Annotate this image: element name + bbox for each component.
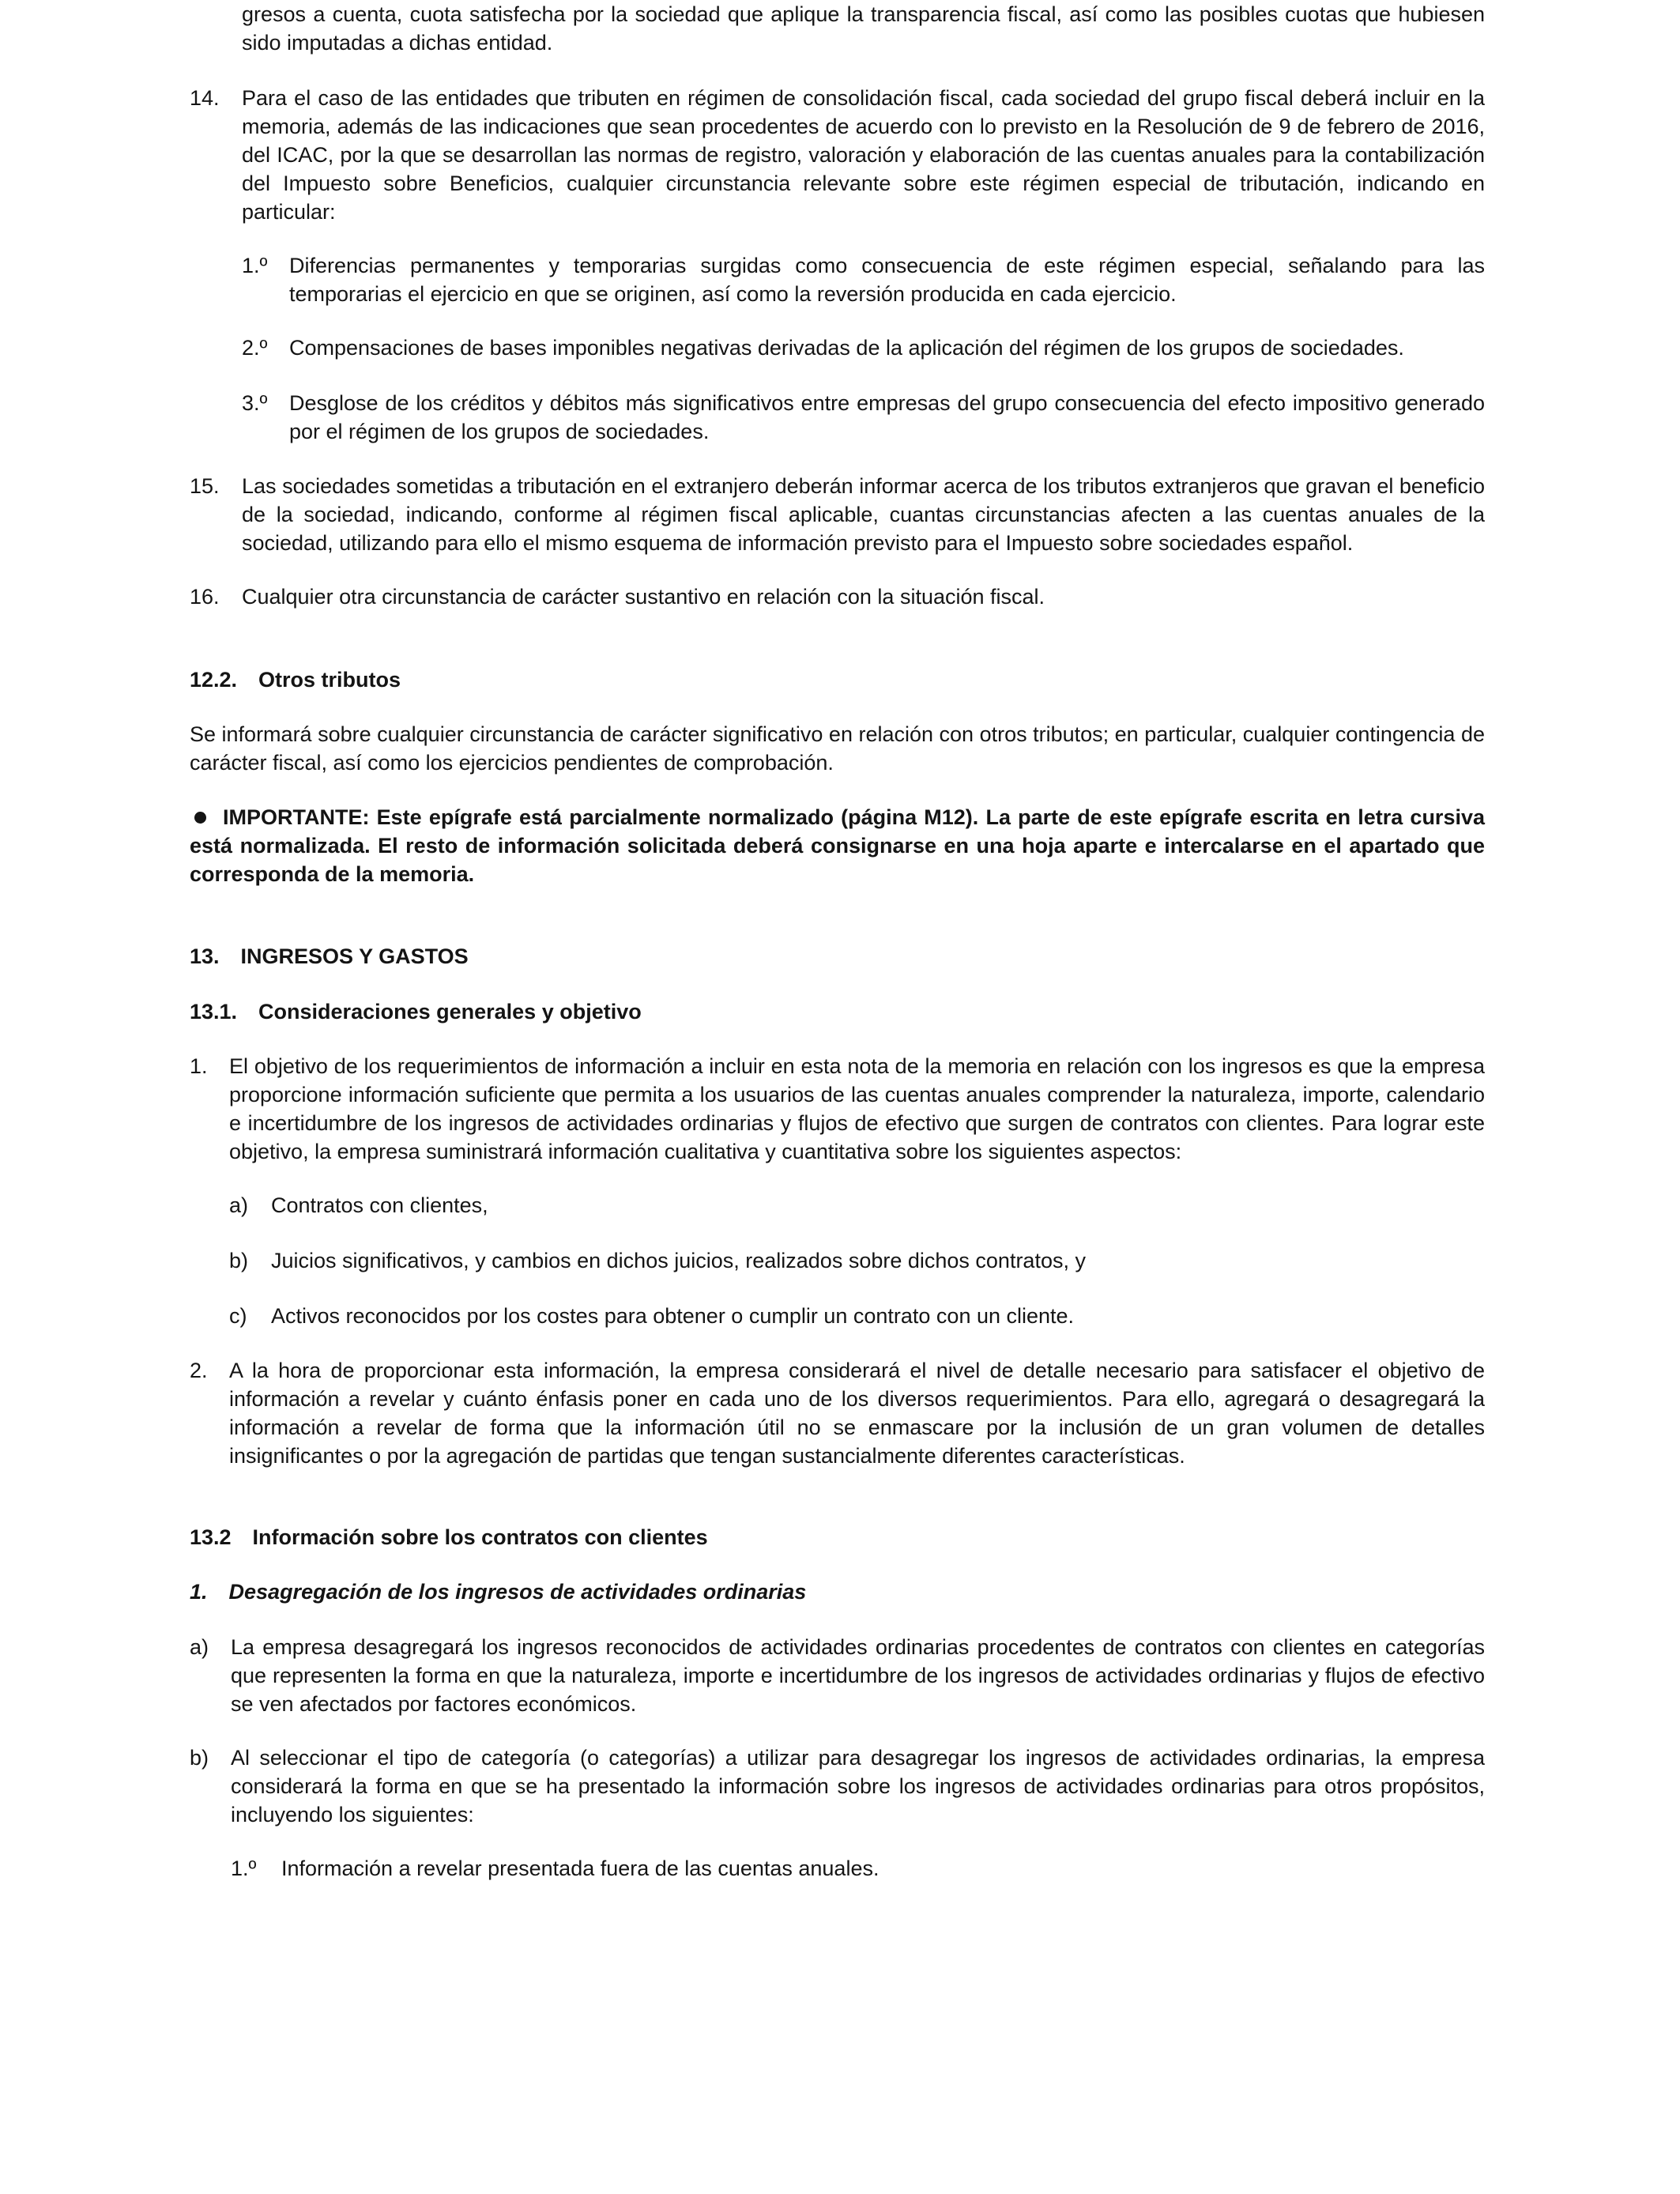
section-heading-12-2: 12.2. Otros tributos [190,668,401,692]
contract-subitem-1-number: 1.º [231,1857,257,1880]
continuation-paragraph: gresos a cuenta, cuota satisfecha por la sociedad que aplique la transparencia fiscal, así como las posibles cuotas que hubiesen sido imputadas a dichas entidad. [242,2,1485,55]
otros-tributos-paragraph: Se informará sobre cualquier circunstancia de carácter significativo en relación con otros tributos; en particular, cualquier contingencia de carácter fiscal, así como los ejercicios pendientes de comprobación. [190,722,1485,775]
contract-item-b-text: Al seleccionar el tipo de categoría (o categorías) a utilizar para desagregar los ingresos de actividades ordinarias, la empresa considerará la forma en que se ha presentado la información sobre los ingresos de actividades ordinarias para otros propósitos, incluyendo los siguientes: [231,1746,1485,1826]
item-16-number: 16. [190,585,220,609]
subitem-1-text: Diferencias permanentes y temporarias surgidas como consecuencia de este régimen especial, señalando para las temporarias el ejercicio en que se originen, así como la reversión producida en cada ejercicio. [289,254,1485,306]
item-14-text: Para el caso de las entidades que tributen en régimen de consolidación fiscal, cada sociedad del grupo fiscal deberá incluir en la memoria, además de las indicaciones que sean procedentes de acuerdo con lo previsto en la Resolución de 9 de febrero de 2016, del ICAC, por la que se desarrollan las normas de registro, valoración y elaboración de las cuentas anuales para la contabilización del Impuesto sobre Beneficios, cualquier circunstancia relevante sobre este régimen especial de tributación, indicando en particular: [242,86,1485,224]
general-item-a-label: a) [229,1193,249,1217]
general-item-1-text: El objetivo de los requerimientos de información a incluir en esta nota de la memoria en relación con los ingresos es que la empresa proporcione información suficiente que permita a los usuarios de las cuentas anuales comprender la naturaleza, importe, calendario e incertidumbre de los ingresos de actividades ordinarias y flujos de efectivo que surgen de contratos con clientes. Para lograr este objetivo, la empresa suministrará información cualitativa y cuantitativa sobre los siguientes aspectos: [229,1054,1485,1163]
importante-notice: IMPORTANTE: Este epígrafe está parcialmente normalizado (página M12). La parte de este epígrafe escrita en letra cursiva está normalizada. El resto de información solicitada deberá consignarse en una hoja aparte e intercalarse en el apartado que corresponda de la memoria. [190,805,1485,886]
contract-item-a-text: La empresa desagregará los ingresos reconocidos de actividades ordinarias procedentes de contratos con clientes en categorías que representen la forma en que la naturaleza, importe e incertidumbre de los ingresos de actividades ordinarias y flujos de efectivo se ven afectados por factores económicos. [231,1635,1485,1716]
general-item-1-number: 1. [190,1054,208,1078]
subitem-1-number: 1.º [242,254,268,277]
general-item-2-text: A la hora de proporcionar esta información, la empresa considerará el nivel de detalle necesario para satisfacer el objetivo de información a revelar y cuánto énfasis poner en cada uno de los diversos requerimientos. Para ello, agregará o desagregará la información a revelar de forma que la información útil no se enmascare por la inclusión de un gran volumen de detalles insignificantes o por la agregación de partidas que tengan sustancialmente diferentes características. [229,1359,1485,1468]
section-heading-13-1: 13.1. Consideraciones generales y objetivo [190,1000,642,1023]
general-item-a-text: Contratos con clientes, [271,1193,488,1217]
general-item-2-number: 2. [190,1359,208,1382]
general-item-c-label: c) [229,1304,247,1328]
contract-subitem-1-text: Información a revelar presentada fuera de las cuentas anuales. [281,1857,880,1880]
item-15-number: 15. [190,474,220,498]
subitem-3-text: Desglose de los créditos y débitos más significativos entre empresas del grupo consecuencia del efecto impositivo generado por el régimen de los grupos de sociedades. [289,391,1485,443]
subsection-heading-desagregacion: 1. Desagregación de los ingresos de actividades ordinarias [190,1580,807,1604]
item-16-text: Cualquier otra circunstancia de carácter sustantivo en relación con la situación fiscal. [242,585,1045,609]
section-heading-13-2: 13.2 Información sobre los contratos con clientes [190,1525,708,1549]
contract-item-a-label: a) [190,1635,209,1659]
general-item-b-text: Juicios significativos, y cambios en dichos juicios, realizados sobre dichos contratos, y [271,1249,1086,1272]
subitem-2-number: 2.º [242,336,268,360]
subitem-2-text: Compensaciones de bases imponibles negativas derivadas de la aplicación del régimen de los grupos de sociedades. [289,336,1404,360]
item-15-text: Las sociedades sometidas a tributación en el extranjero deberán informar acerca de los tributos extranjeros que gravan el beneficio de la sociedad, indicando, conforme al régimen fiscal aplicable, cuantas circunstancias afecten a las cuentas anuales de la sociedad, utilizando para ello el mismo esquema de información previsto para el Impuesto sobre sociedades español. [242,474,1485,555]
item-14-number: 14. [190,86,220,110]
contract-item-b-label: b) [190,1746,209,1770]
subitem-3-number: 3.º [242,391,268,415]
general-item-b-label: b) [229,1249,249,1272]
general-item-c-text: Activos reconocidos por los costes para obtener o cumplir un contrato con un cliente. [271,1304,1075,1328]
section-heading-13: 13. INGRESOS Y GASTOS [190,944,469,968]
